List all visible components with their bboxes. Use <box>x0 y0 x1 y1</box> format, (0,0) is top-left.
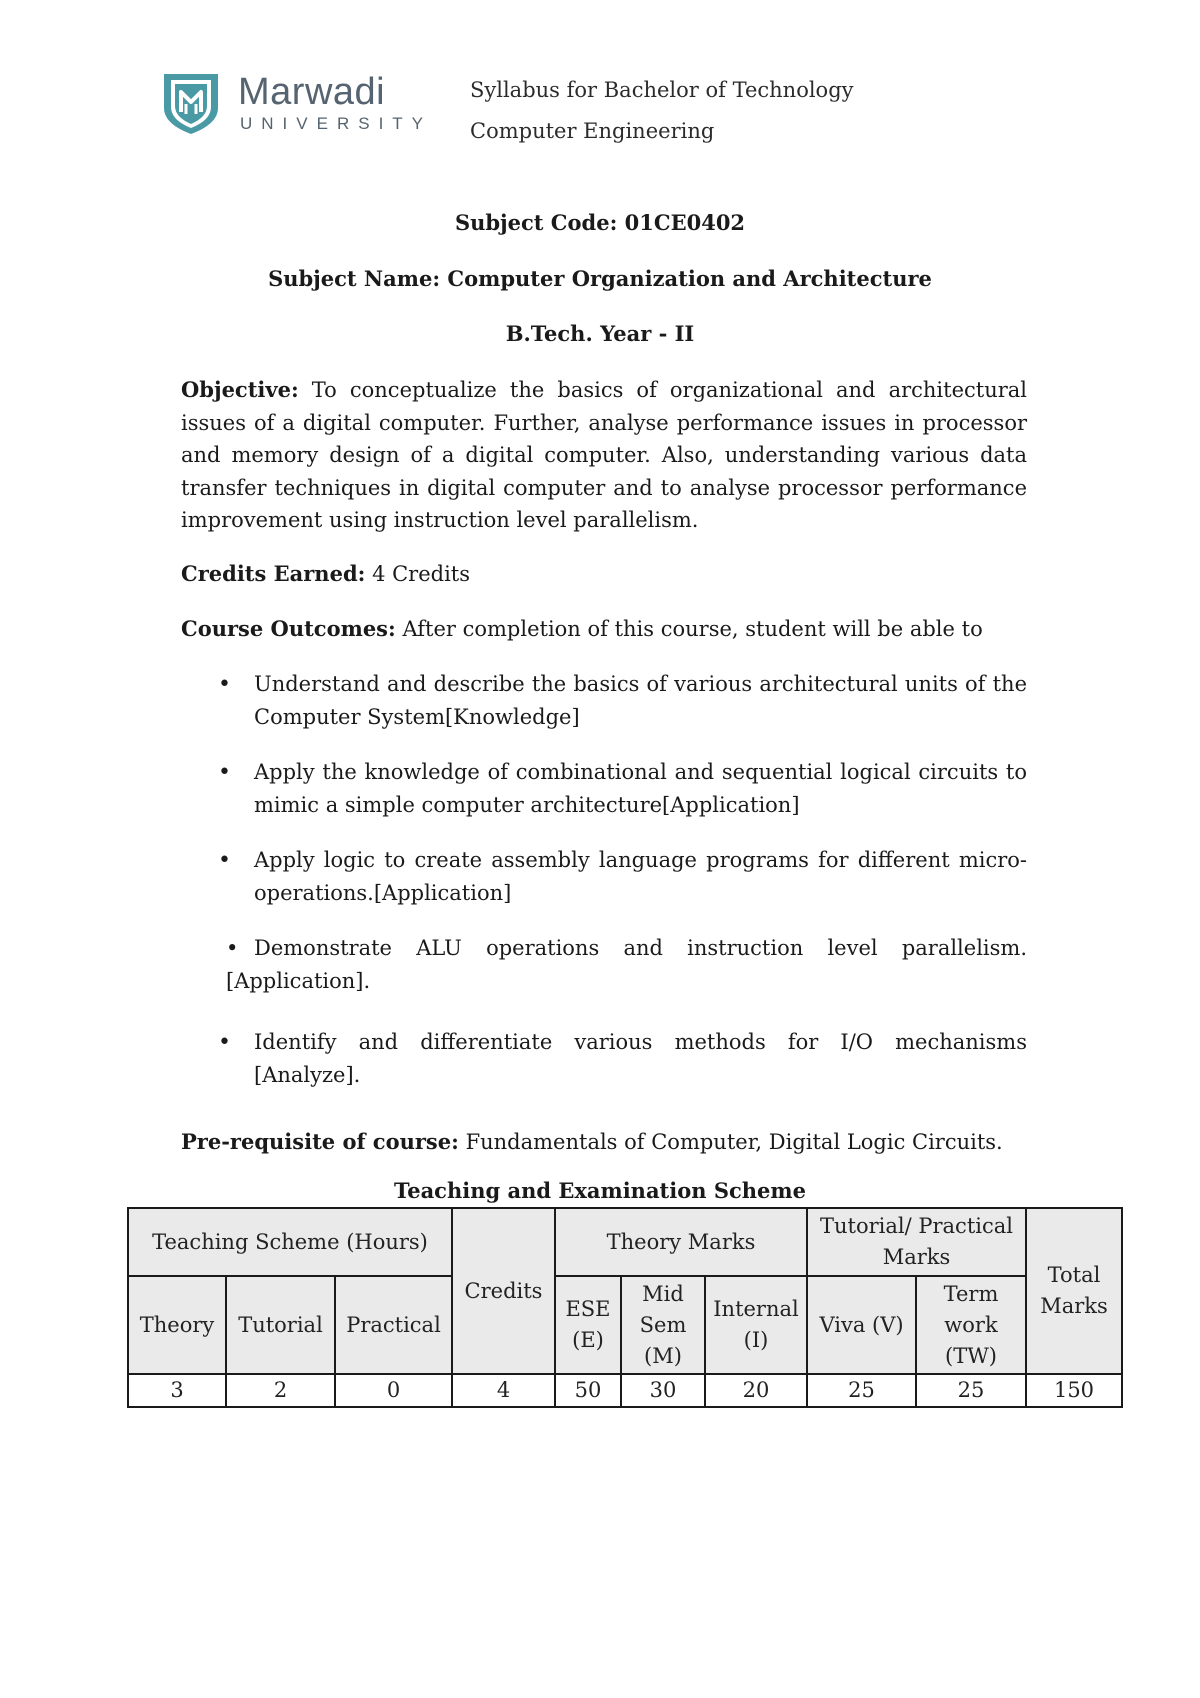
value-viva: 25 <box>807 1374 916 1407</box>
subject-name <box>160 266 1040 291</box>
subject-code <box>160 210 1040 235</box>
teaching-scheme-header: Teaching Scheme (Hours) <box>128 1208 452 1276</box>
logo-university: UNIVERSITY <box>240 114 433 133</box>
university-logo <box>160 70 440 140</box>
shield-logo-icon <box>160 70 222 136</box>
logo-name: Marwadi <box>238 71 386 113</box>
value-ese: 50 <box>555 1374 621 1407</box>
bullet-dot-icon: • <box>226 936 239 960</box>
scheme-table-wrap <box>127 1207 1123 1408</box>
col-practical: Practical <box>335 1276 452 1374</box>
list-item-text: Demonstrate ALU operations and instruction level parallelism. [Application]. <box>226 936 1027 993</box>
course-outcomes-text: After completion of this course, student will be able to <box>402 617 983 641</box>
header-line-program: Syllabus for Bachelor of Technology <box>470 78 854 102</box>
prerequisite-line <box>181 1126 1027 1159</box>
theory-marks-header: Theory Marks <box>555 1208 807 1276</box>
objective-paragraph <box>181 374 1027 537</box>
value-practical: 0 <box>335 1374 452 1407</box>
page-header <box>160 70 1160 150</box>
prerequisite-label: Pre-requisite of course: <box>181 1129 459 1154</box>
course-outcomes-line <box>181 613 1027 646</box>
credits-label: Credits Earned: <box>181 561 366 586</box>
prerequisite-text: Fundamentals of Computer, Digital Logic Circuits. <box>465 1130 1003 1154</box>
course-outcomes-label: Course Outcomes: <box>181 616 396 641</box>
subject-name-value: Computer Organization and Architecture <box>447 266 932 291</box>
header-text <box>470 70 854 152</box>
subject-year: B.Tech. Year - II <box>505 321 695 346</box>
credits-header: Credits <box>452 1208 555 1374</box>
credits-line <box>181 558 1027 591</box>
list-item: • Understand and describe the basics of various architectural units of the Computer System[Knowledge] <box>181 668 1027 734</box>
value-term-work: 25 <box>916 1374 1026 1407</box>
header-line-department: Computer Engineering <box>470 119 715 143</box>
course-outcomes-list <box>181 668 1027 1114</box>
col-ese: ESE (E) <box>555 1276 621 1374</box>
tutorial-practical-header: Tutorial/ Practical Marks <box>807 1208 1026 1276</box>
value-total: 150 <box>1026 1374 1122 1407</box>
list-item: • Apply the knowledge of combinational and sequential logical circuits to mimic a simple computer architecture[Application] <box>181 756 1027 822</box>
col-mid-sem: Mid Sem (M) <box>621 1276 705 1374</box>
subject-code-value: 01CE0402 <box>624 210 746 235</box>
value-theory: 3 <box>128 1374 226 1407</box>
list-item: • Identify and differentiate various methods for I/O mechanisms [Analyze]. <box>181 1026 1027 1092</box>
scheme-title: Teaching and Examination Scheme <box>394 1178 806 1203</box>
col-tutorial: Tutorial <box>226 1276 335 1374</box>
scheme-table <box>127 1207 1123 1408</box>
value-internal: 20 <box>705 1374 807 1407</box>
value-mid-sem: 30 <box>621 1374 705 1407</box>
col-theory: Theory <box>128 1276 226 1374</box>
subject-name-label: Subject Name: <box>268 266 441 291</box>
credits-value: 4 Credits <box>372 562 471 586</box>
value-credits: 4 <box>452 1374 555 1407</box>
list-item <box>181 932 1027 998</box>
subject-code-label: Subject Code: <box>454 210 618 235</box>
value-tutorial: 2 <box>226 1374 335 1407</box>
objective-label: Objective: <box>181 377 299 402</box>
list-item: • Apply logic to create assembly language programs for different micro-operations.[Application] <box>181 844 1027 910</box>
col-internal: Internal (I) <box>705 1276 807 1374</box>
col-term-work: Term work (TW) <box>916 1276 1026 1374</box>
table-row <box>128 1374 1122 1407</box>
total-marks-header: Total Marks <box>1026 1208 1122 1374</box>
objective-text: To conceptualize the basics of organizational and architectural issues of a digital computer. Further, analyse performance issues in processor and memory design of a digital computer. Also, understanding various data transfer techniques in digital computer and to analyse processor performance improvement using instruction level parallelism. <box>181 378 1027 532</box>
col-viva: Viva (V) <box>807 1276 916 1374</box>
